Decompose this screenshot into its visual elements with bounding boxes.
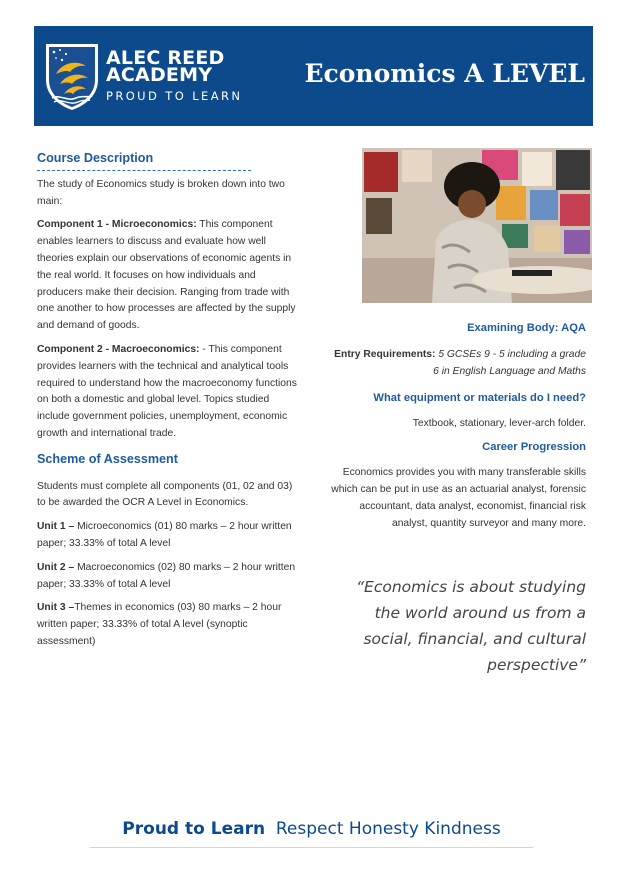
- examining-body: Examining Body: AQA: [467, 322, 586, 334]
- component-1-paragraph: [37, 217, 297, 335]
- equipment-text: Textbook, stationary, lever-arch folder.: [412, 418, 586, 429]
- unit-3-label: Unit 3 –: [37, 602, 75, 614]
- brand-line-1: ALEC REED: [106, 47, 225, 69]
- component-1-label: Component 1 - Microeconomics:: [37, 219, 197, 231]
- right-column: [330, 320, 586, 532]
- dolphin-shield-icon: [42, 40, 102, 112]
- header-banner: [34, 26, 593, 126]
- footer-motto: [0, 819, 623, 839]
- student-photo: [362, 148, 592, 303]
- assessment-intro: Students must complete all components (01, 02 and 03) to be awarded the OCR A Level in Economics.: [37, 480, 293, 509]
- unit-1-label: Unit 1 –: [37, 521, 75, 533]
- unit-1-text: Microeconomics (01) 80 marks – 2 hour written paper; 33.33% of total A level: [37, 521, 292, 549]
- footer-divider: [90, 847, 533, 848]
- entry-text: 5 GCSEs 9 - 5 including a grade 6 in English Language and Maths: [433, 349, 586, 377]
- unit-2: [37, 560, 297, 594]
- unit-2-text: Macroeconomics (02) 80 marks – 2 hour written paper; 33.33% of total A level: [37, 561, 296, 590]
- unit-1: [37, 519, 297, 553]
- heading-divider: [37, 170, 251, 171]
- component-2-paragraph: [37, 342, 297, 443]
- course-description-heading: Course Description: [37, 151, 154, 165]
- career-text: Economics provides you with many transferable skills which can be put in use as an actuarial analyst, forensic accountant, data analyst, economist, financial risk analyst, quantity surveyor and many more.: [331, 467, 586, 529]
- entry-label: Entry Requirements:: [334, 349, 436, 360]
- economics-quote: “Economics is about studying the world around us from a social, financial, and cultural perspective”: [356, 578, 586, 674]
- unit-2-label: Unit 2 –: [37, 561, 75, 573]
- brand-tagline: PROUD TO LEARN: [106, 89, 243, 103]
- component-2-text: - This component provides learners with the technical and analytical tools required to understand how the macroeconomy functions on both a domestic and global level. Topics studied include government policies, unemployment, economic growth and international trade.: [37, 343, 297, 439]
- page-title: Economics A LEVEL: [304, 59, 585, 88]
- course-intro: The study of Economics study is broken down into two main:: [37, 178, 285, 207]
- unit-3: [37, 600, 297, 650]
- footer-strong: Proud to Learn: [122, 819, 266, 839]
- assessment-heading: Scheme of Assessment: [37, 451, 178, 466]
- career-heading: Career Progression: [482, 441, 586, 453]
- entry-requirements: [330, 346, 586, 380]
- equipment-heading: What equipment or materials do I need?: [373, 392, 586, 404]
- footer-values: Respect Honesty Kindness: [275, 819, 501, 839]
- brand-name: [106, 47, 225, 86]
- component-1-text: This component enables learners to discuss and evaluate how well theories explain our observations of economic agents in the real world. It focuses on how individuals and producers make their decision. Ranging from trade with one another to how processes are affected by the supply and demand of goods.: [37, 219, 296, 332]
- unit-3-text: Themes in economics (03) 80 marks – 2 hour written paper; 33.33% of total A level (synoptic assessment): [37, 602, 282, 647]
- brand-line-2: ACADEMY: [106, 64, 213, 86]
- left-column: [37, 150, 297, 658]
- component-2-label: Component 2 - Macroeconomics:: [37, 343, 200, 355]
